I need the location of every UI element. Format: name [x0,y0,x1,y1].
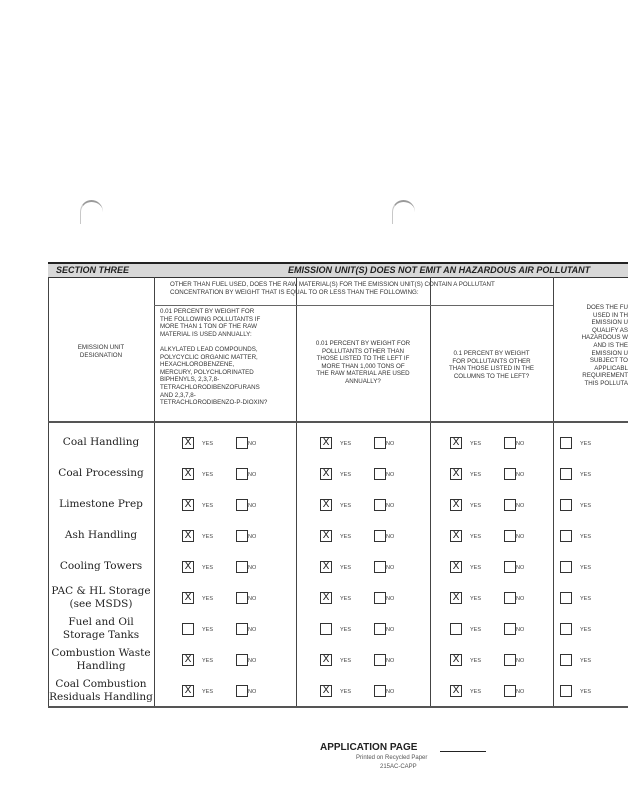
no-label: NO [516,472,525,478]
yes-checkbox[interactable] [450,623,462,635]
no-checkbox[interactable] [236,468,248,480]
yes-label: YES [580,565,592,571]
no-label: NO [386,534,395,540]
yes-label: YES [202,534,214,540]
yes-checkbox[interactable] [560,530,572,542]
table-row [48,458,628,489]
yes-checkbox[interactable]: X [182,437,194,449]
yes-label: YES [202,472,214,478]
table-row [48,489,628,520]
yes-checkbox[interactable]: X [182,561,194,573]
yes-checkbox[interactable] [560,623,572,635]
yes-checkbox[interactable] [560,685,572,697]
no-checkbox[interactable] [236,530,248,542]
yes-label: YES [470,441,482,447]
yes-label: YES [340,565,352,571]
yes-label: YES [202,689,214,695]
yes-checkbox[interactable] [560,654,572,666]
table-row [48,582,628,613]
emission-unit-name: Limestone Prep [59,498,143,510]
table-row [48,644,628,675]
yes-checkbox[interactable]: X [320,468,332,480]
yes-label: YES [340,472,352,478]
yes-label: YES [202,658,214,664]
yes-label: YES [202,503,214,509]
no-label: NO [248,596,257,602]
col2-header: 0.01 PERCENT BY WEIGHT FOR POLLUTANTS OTHER THAN THOSE LISTED TO THE LEFT IF MORE THAN 1,000 TONS OF THE RAW MATERIAL ARE USED ANNUALLY? [315,340,411,385]
no-checkbox[interactable] [374,437,386,449]
yes-checkbox[interactable] [182,623,194,635]
no-label: NO [516,627,525,633]
yes-label: YES [580,441,592,447]
punch-hole-right [392,200,415,224]
yes-label: YES [580,658,592,664]
section-title: SECTION THREE [56,265,130,275]
yes-checkbox[interactable]: X [450,530,462,542]
emission-unit-name: Coal Processing [58,467,144,479]
yes-label: YES [580,472,592,478]
yes-checkbox[interactable]: X [320,499,332,511]
yes-checkbox[interactable]: X [182,685,194,697]
yes-label: YES [340,534,352,540]
yes-label: YES [340,627,352,633]
emission-unit-name: Cooling Towers [59,560,143,572]
section-heading: EMISSION UNIT(S) DOES NOT EMIT AN HAZARDOUS AIR POLLUTANT [288,265,591,275]
yes-label: YES [580,689,592,695]
no-label: NO [248,472,257,478]
yes-checkbox[interactable]: X [450,685,462,697]
no-checkbox[interactable] [374,592,386,604]
unit-designation-header: EMISSION UNIT DESIGNATION [77,344,125,359]
yes-label: YES [580,503,592,509]
no-checkbox[interactable] [236,654,248,666]
yes-checkbox[interactable]: X [182,499,194,511]
no-label: NO [248,503,257,509]
no-checkbox[interactable] [504,499,516,511]
yes-label: YES [202,565,214,571]
no-checkbox[interactable] [504,654,516,666]
yes-label: YES [340,441,352,447]
col4-header: DOES THE FU USED IN TH EMISSION U QUALIFY AS HAZARDOUS W AND IS THE EMISSION U SUBJECT TO APPLICABL REQUIREMENT THIS POLLUTA [581,304,628,387]
yes-label: YES [340,503,352,509]
no-checkbox[interactable] [236,592,248,604]
yes-checkbox[interactable]: X [182,592,194,604]
no-label: NO [248,658,257,664]
no-label: NO [386,689,395,695]
yes-label: YES [202,627,214,633]
no-label: NO [248,534,257,540]
col1-header: 0.01 PERCENT BY WEIGHT FOR THE FOLLOWING POLLUTANTS IF MORE THAN 1 TON OF THE RAW MATERIAL IS USED ANNUALLY: ALKYLATED LEAD COMPOUNDS, POLYCYCLIC ORGANIC MATTER, HEXACHLOROBENZENE, MERCURY, POLYCHLORINATED BIPHENYLS, 2,3,7,8- TETRACHLORODIBENZOFURANS AND 2,3,7,8- TETRACHLORODIBENZO-P-DIOXIN? [160,308,268,407]
no-label: NO [516,565,525,571]
no-checkbox[interactable] [504,530,516,542]
yes-checkbox[interactable] [560,437,572,449]
yes-label: YES [340,596,352,602]
no-label: NO [386,596,395,602]
yes-label: YES [340,658,352,664]
yes-checkbox[interactable]: X [320,685,332,697]
yes-label: YES [580,534,592,540]
no-checkbox[interactable] [504,437,516,449]
no-checkbox[interactable] [504,623,516,635]
yes-label: YES [470,503,482,509]
yes-checkbox[interactable] [320,623,332,635]
no-label: NO [248,689,257,695]
hap-form [48,262,628,706]
yes-label: YES [202,596,214,602]
emission-unit-name: Ash Handling [64,529,138,541]
yes-checkbox[interactable]: X [320,654,332,666]
table-row [48,551,628,582]
yes-label: YES [470,627,482,633]
no-label: NO [248,565,257,571]
no-label: NO [386,565,395,571]
yes-checkbox[interactable]: X [450,468,462,480]
no-checkbox[interactable] [374,468,386,480]
yes-checkbox[interactable] [560,561,572,573]
yes-label: YES [470,472,482,478]
no-label: NO [516,441,525,447]
yes-checkbox[interactable]: X [182,468,194,480]
yes-checkbox[interactable]: X [320,437,332,449]
yes-checkbox[interactable]: X [450,437,462,449]
yes-label: YES [202,441,214,447]
emission-unit-name: PAC & HL Storage (see MSDS) [51,584,151,610]
no-checkbox[interactable] [374,685,386,697]
section-header [48,264,628,278]
yes-label: YES [580,596,592,602]
yes-checkbox[interactable]: X [450,592,462,604]
no-label: NO [386,627,395,633]
yes-label: YES [470,596,482,602]
no-checkbox[interactable] [504,685,516,697]
no-checkbox[interactable] [374,499,386,511]
page-number-blank [440,751,486,752]
yes-checkbox[interactable]: X [450,654,462,666]
yes-checkbox[interactable]: X [320,561,332,573]
no-checkbox[interactable] [236,437,248,449]
no-label: NO [386,658,395,664]
table-row [48,520,628,551]
no-checkbox[interactable] [236,685,248,697]
no-checkbox[interactable] [504,468,516,480]
yes-checkbox[interactable]: X [320,592,332,604]
yes-label: YES [470,658,482,664]
no-label: NO [516,689,525,695]
table-row [48,675,628,706]
no-label: NO [516,503,525,509]
yes-checkbox[interactable]: X [450,499,462,511]
no-checkbox[interactable] [374,561,386,573]
yes-checkbox[interactable] [560,499,572,511]
form-code: 215AC-CAPP [380,764,417,770]
yes-label: YES [470,565,482,571]
no-checkbox[interactable] [236,499,248,511]
yes-checkbox[interactable]: X [182,654,194,666]
no-label: NO [248,441,257,447]
emission-unit-name: Coal Combustion Residuals Handling [49,677,153,703]
table-row [48,427,628,458]
no-label: NO [516,596,525,602]
no-checkbox[interactable] [236,561,248,573]
no-label: NO [386,441,395,447]
col3-header: 0.1 PERCENT BY WEIGHT FOR POLLUTANTS OTHER THAN THOSE LISTED IN THE COLUMNS TO THE LEFT? [448,350,535,380]
yes-label: YES [470,689,482,695]
yes-label: YES [580,627,592,633]
no-label: NO [516,658,525,664]
no-label: NO [386,503,395,509]
yes-label: YES [340,689,352,695]
application-page-title: APPLICATION PAGE [320,742,418,753]
yes-label: YES [470,534,482,540]
no-label: NO [248,627,257,633]
yes-checkbox[interactable]: X [182,530,194,542]
no-checkbox[interactable] [374,623,386,635]
emission-unit-name: Coal Handling [62,436,140,448]
emission-unit-name: Fuel and Oil Storage Tanks [62,615,140,641]
punch-hole-left [80,200,103,224]
yes-checkbox[interactable] [560,592,572,604]
emission-unit-name: Combustion Waste Handling [51,646,151,672]
no-label: NO [516,534,525,540]
no-checkbox[interactable] [374,530,386,542]
no-label: NO [386,472,395,478]
yes-checkbox[interactable] [560,468,572,480]
yes-checkbox[interactable]: X [320,530,332,542]
no-checkbox[interactable] [504,592,516,604]
no-checkbox[interactable] [236,623,248,635]
yes-checkbox[interactable]: X [450,561,462,573]
no-checkbox[interactable] [374,654,386,666]
no-checkbox[interactable] [504,561,516,573]
table-row [48,613,628,644]
recycled-note: Printed on Recycled Paper [356,755,428,761]
group-header: OTHER THAN FUEL USED, DOES THE RAW MATERIAL(S) FOR THE EMISSION UNIT(S) CONTAIN A POLLUTANT CONCENTRATION BY WEIGHT THAT IS EQUAL TO OR LESS THAN THE FOLLOWING: [170,281,495,296]
